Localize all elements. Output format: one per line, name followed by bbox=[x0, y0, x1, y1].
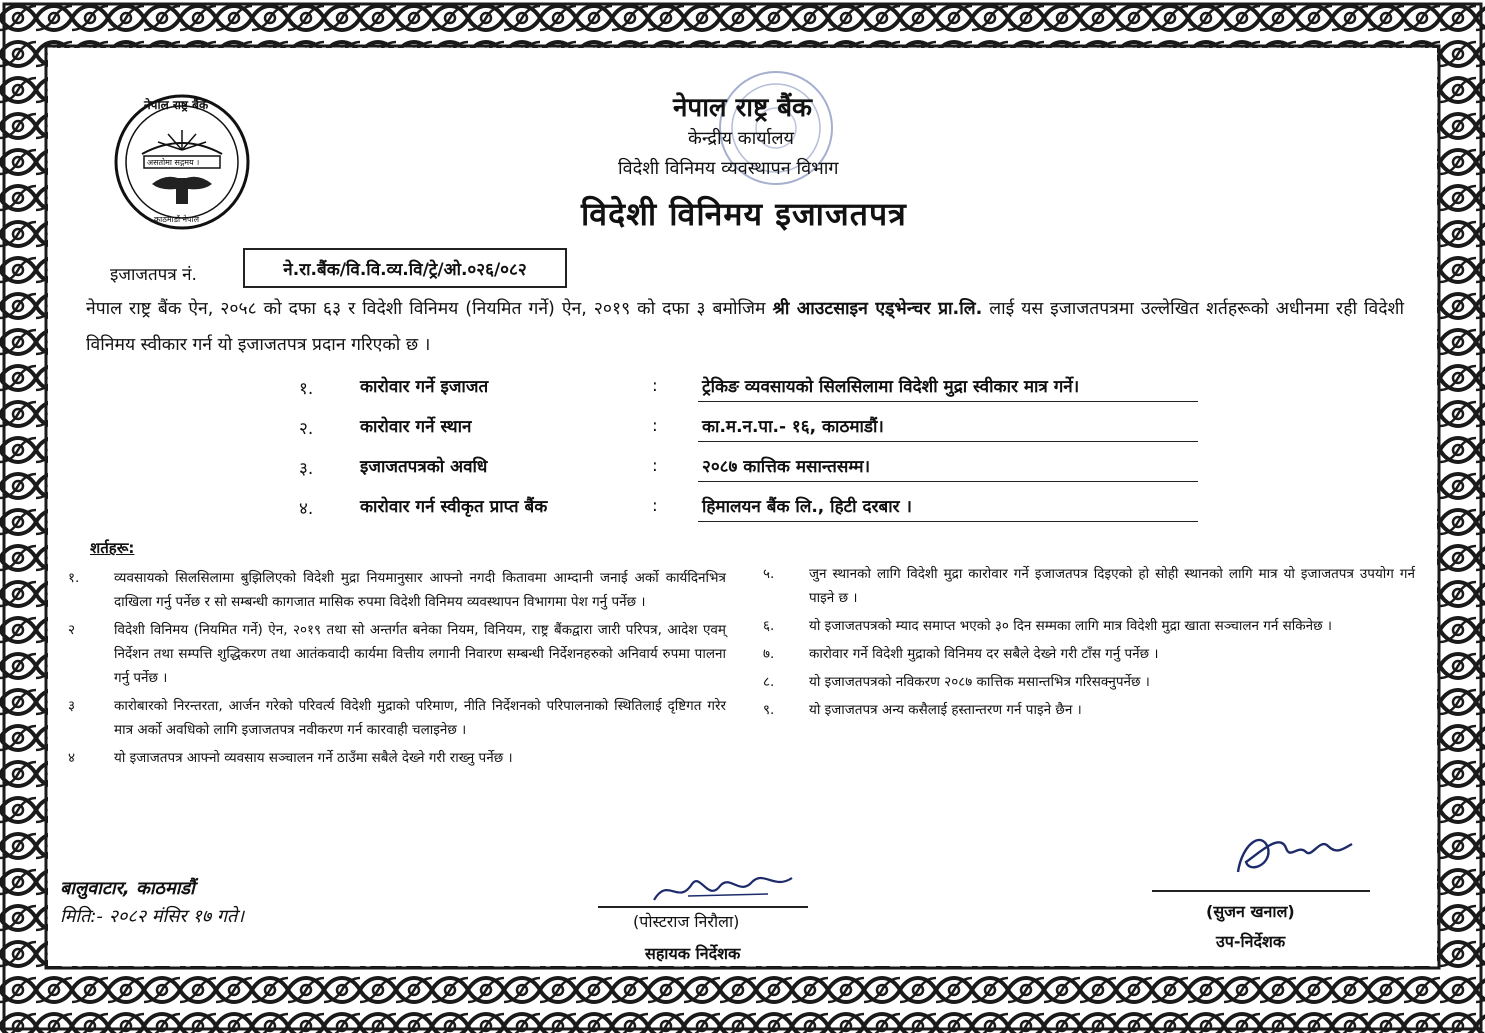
permit-number-box bbox=[243, 248, 567, 288]
issue-date: मिति:- २०८२ मंसिर १७ गते। bbox=[60, 906, 245, 927]
detail-number: ४. bbox=[299, 499, 314, 519]
detail-row bbox=[48, 450, 1437, 484]
condition-number: ५. bbox=[763, 566, 775, 582]
detail-label: कारोवार गर्ने इजाजत bbox=[360, 377, 489, 397]
signature-1-line bbox=[598, 906, 808, 908]
detail-label: कारोवार गर्ने स्थान bbox=[360, 417, 472, 437]
signatory-1-role: सहायक निर्देशक bbox=[645, 944, 741, 963]
condition-number: २ bbox=[68, 622, 76, 638]
detail-value: का.म.न.पा.- १६, काठमाडौं। bbox=[698, 414, 1198, 442]
department-name: विदेशी विनिमय व्यवस्थापन विभाग bbox=[618, 158, 839, 179]
detail-row bbox=[48, 490, 1437, 524]
condition-number: ७. bbox=[763, 646, 775, 662]
detail-row bbox=[48, 410, 1437, 444]
condition-item bbox=[763, 562, 1415, 610]
condition-item bbox=[68, 566, 726, 614]
condition-number: ६. bbox=[763, 618, 775, 634]
detail-colon: : bbox=[652, 496, 658, 516]
condition-number: ४ bbox=[68, 750, 76, 766]
condition-text: कारोवार गर्ने विदेशी मुद्राको विनिमय दर सबैले देख्ने गरी टाँस गर्नु पर्नेछ । bbox=[809, 646, 1159, 662]
detail-row bbox=[48, 370, 1437, 404]
signatory-2-role: उप-निर्देशक bbox=[1216, 932, 1286, 951]
certificate-title: विदेशी विनिमय इजाजतपत्र bbox=[581, 195, 907, 233]
condition-text: व्यवसायको सिलसिलामा बुझिलिएको विदेशी मुद्रा नियमानुसार आफ्नो नगदी कितावमा आम्दानी जनाई अर्को कार्यदिनभित्र दाखिला गर्नु पर्नेछ र सो सम्बन्धी कागजात मासिक रुपमा विदेशी विनिमय व्यवस्थापन विभागमा पेश गर्नु पर्नेछ । bbox=[114, 570, 726, 610]
detail-value: हिमालयन बैंक लि., हिटी दरबार । bbox=[698, 494, 1198, 522]
condition-text: कारोबारको निरन्तरता, आर्जन गरेको परिवर्त्य विदेशी मुद्राको परिमाण, नीति निर्देशनको परिपालनाको स्थितिलाई दृष्टिगत गरेर मात्र अर्को अवधिको लागि इजाजतपत्र नवीकरण गर्न कारवाही चलाइनेछ । bbox=[114, 698, 726, 738]
signature-1-icon bbox=[648, 866, 798, 910]
issue-place: बालुवाटार, काठमाडौं bbox=[60, 878, 195, 899]
detail-number: १. bbox=[299, 379, 314, 399]
condition-item bbox=[68, 618, 726, 690]
certificate-sheet bbox=[48, 48, 1437, 966]
conditions-left-column bbox=[68, 566, 726, 774]
detail-number: ३. bbox=[299, 459, 314, 479]
detail-number: २. bbox=[299, 419, 314, 439]
condition-item bbox=[763, 642, 1415, 666]
condition-number: ८. bbox=[763, 674, 775, 690]
logo-motto: असतोमा सद्गमय । bbox=[147, 158, 200, 167]
condition-number: १. bbox=[68, 570, 80, 586]
condition-number: ३ bbox=[68, 698, 76, 714]
condition-text: जुन स्थानको लागि विदेशी मुद्रा कारोवार गर्ने इजाजतपत्र दिइएको हो सोही स्थानको लागि मात्र यो इजाजतपत्र उपयोग गर्न पाइने छ । bbox=[809, 566, 1415, 606]
signature-2-line bbox=[1152, 890, 1370, 892]
detail-colon: : bbox=[652, 456, 658, 476]
intro-paragraph bbox=[86, 291, 1404, 363]
logo-bottom-text: काठमाडौं नेपाल bbox=[154, 215, 200, 224]
detail-value: ट्रेकिङ व्यवसायको सिलसिलामा विदेशी मुद्रा स्वीकार मात्र गर्ने। bbox=[698, 374, 1198, 402]
condition-item bbox=[68, 694, 726, 742]
intro-part-1: नेपाल राष्ट्र बैंक ऐन, २०५८ को दफा ६३ र विदेशी विनिमय (नियमित गर्ने) ऐन, २०१९ को दफा ३ बमोजिम bbox=[86, 299, 773, 319]
signatory-2-name: (सुजन खनाल) bbox=[1206, 902, 1295, 921]
company-name: श्री आउटसाइन एड्भेन्चर प्रा.लि. bbox=[772, 299, 983, 319]
condition-text: यो इजाजतपत्रको नविकरण २०८७ कात्तिक मसान्तभित्र गरिसक्नुपर्नेछ । bbox=[809, 674, 1150, 690]
condition-text: यो इजाजतपत्र आफ्नो व्यवसाय सञ्चालन गर्ने ठाउँमा सबैले देख्ने गरी राख्नु पर्नेछ । bbox=[114, 750, 513, 766]
detail-label: इजाजतपत्रको अवधि bbox=[360, 457, 488, 477]
condition-item bbox=[763, 670, 1415, 694]
detail-colon: : bbox=[652, 416, 658, 436]
permit-number-label: इजाजतपत्र नं. bbox=[110, 265, 197, 285]
condition-text: यो इजाजतपत्रको म्याद समाप्त भएको ३० दिन सम्मका लागि मात्र विदेशी मुद्रा खाता सञ्चालन गर्न सकिनेछ । bbox=[809, 618, 1333, 634]
bank-name: नेपाल राष्ट्र बैंक bbox=[673, 93, 813, 123]
logo-top-text: नेपाल राष्ट्र बैंक bbox=[144, 98, 209, 112]
condition-text: विदेशी विनिमय (नियमित गर्ने) ऐन, २०१९ तथा सो अन्तर्गत बनेका नियम, विनियम, राष्ट्र बैंकद्वारा जारी परिपत्र, आदेश एवम् निर्देशन तथा सम्पत्ति शुद्धिकरण तथा आतंकवादी कार्यमा वित्तीय लगानी निवारण सम्बन्धी निर्देशनहरुको अनिवार्य रुपमा पालना गर्नु पर्नेछ । bbox=[114, 622, 726, 686]
conditions-heading: शर्तहरू: bbox=[90, 539, 135, 557]
condition-item bbox=[763, 698, 1415, 722]
permit-number: ने.रा.बैंक/वि.वि.व्य.वि/ट्रे/ओ.०२६/०८२ bbox=[283, 259, 527, 280]
detail-value: २०८७ कात्तिक मसान्तसम्म। bbox=[698, 454, 1198, 482]
condition-text: यो इजाजतपत्र अन्य कसैलाई हस्तान्तरण गर्न पाइने छैन । bbox=[809, 702, 1082, 718]
intro-part-2: लाई यस इजाजतपत्रमा उल्लेखित शर्तहरूको अधीनमा रही विदेशी विनिमय स्वीकार गर्न यो इजाजतपत्र प्रदान गरिएको छ । bbox=[86, 299, 1404, 355]
conditions-right-column bbox=[763, 562, 1415, 726]
office-name: केन्द्रीय कार्यालय bbox=[688, 128, 794, 149]
condition-number: ९. bbox=[763, 702, 775, 718]
signatory-1-name: (पोस्टराज निरौला) bbox=[633, 912, 740, 931]
detail-label: कारोवार गर्न स्वीकृत प्राप्त बैंक bbox=[360, 497, 548, 517]
detail-colon: : bbox=[652, 376, 658, 396]
condition-item bbox=[763, 614, 1415, 638]
signature-2-icon bbox=[1228, 824, 1358, 884]
condition-item bbox=[68, 746, 726, 770]
